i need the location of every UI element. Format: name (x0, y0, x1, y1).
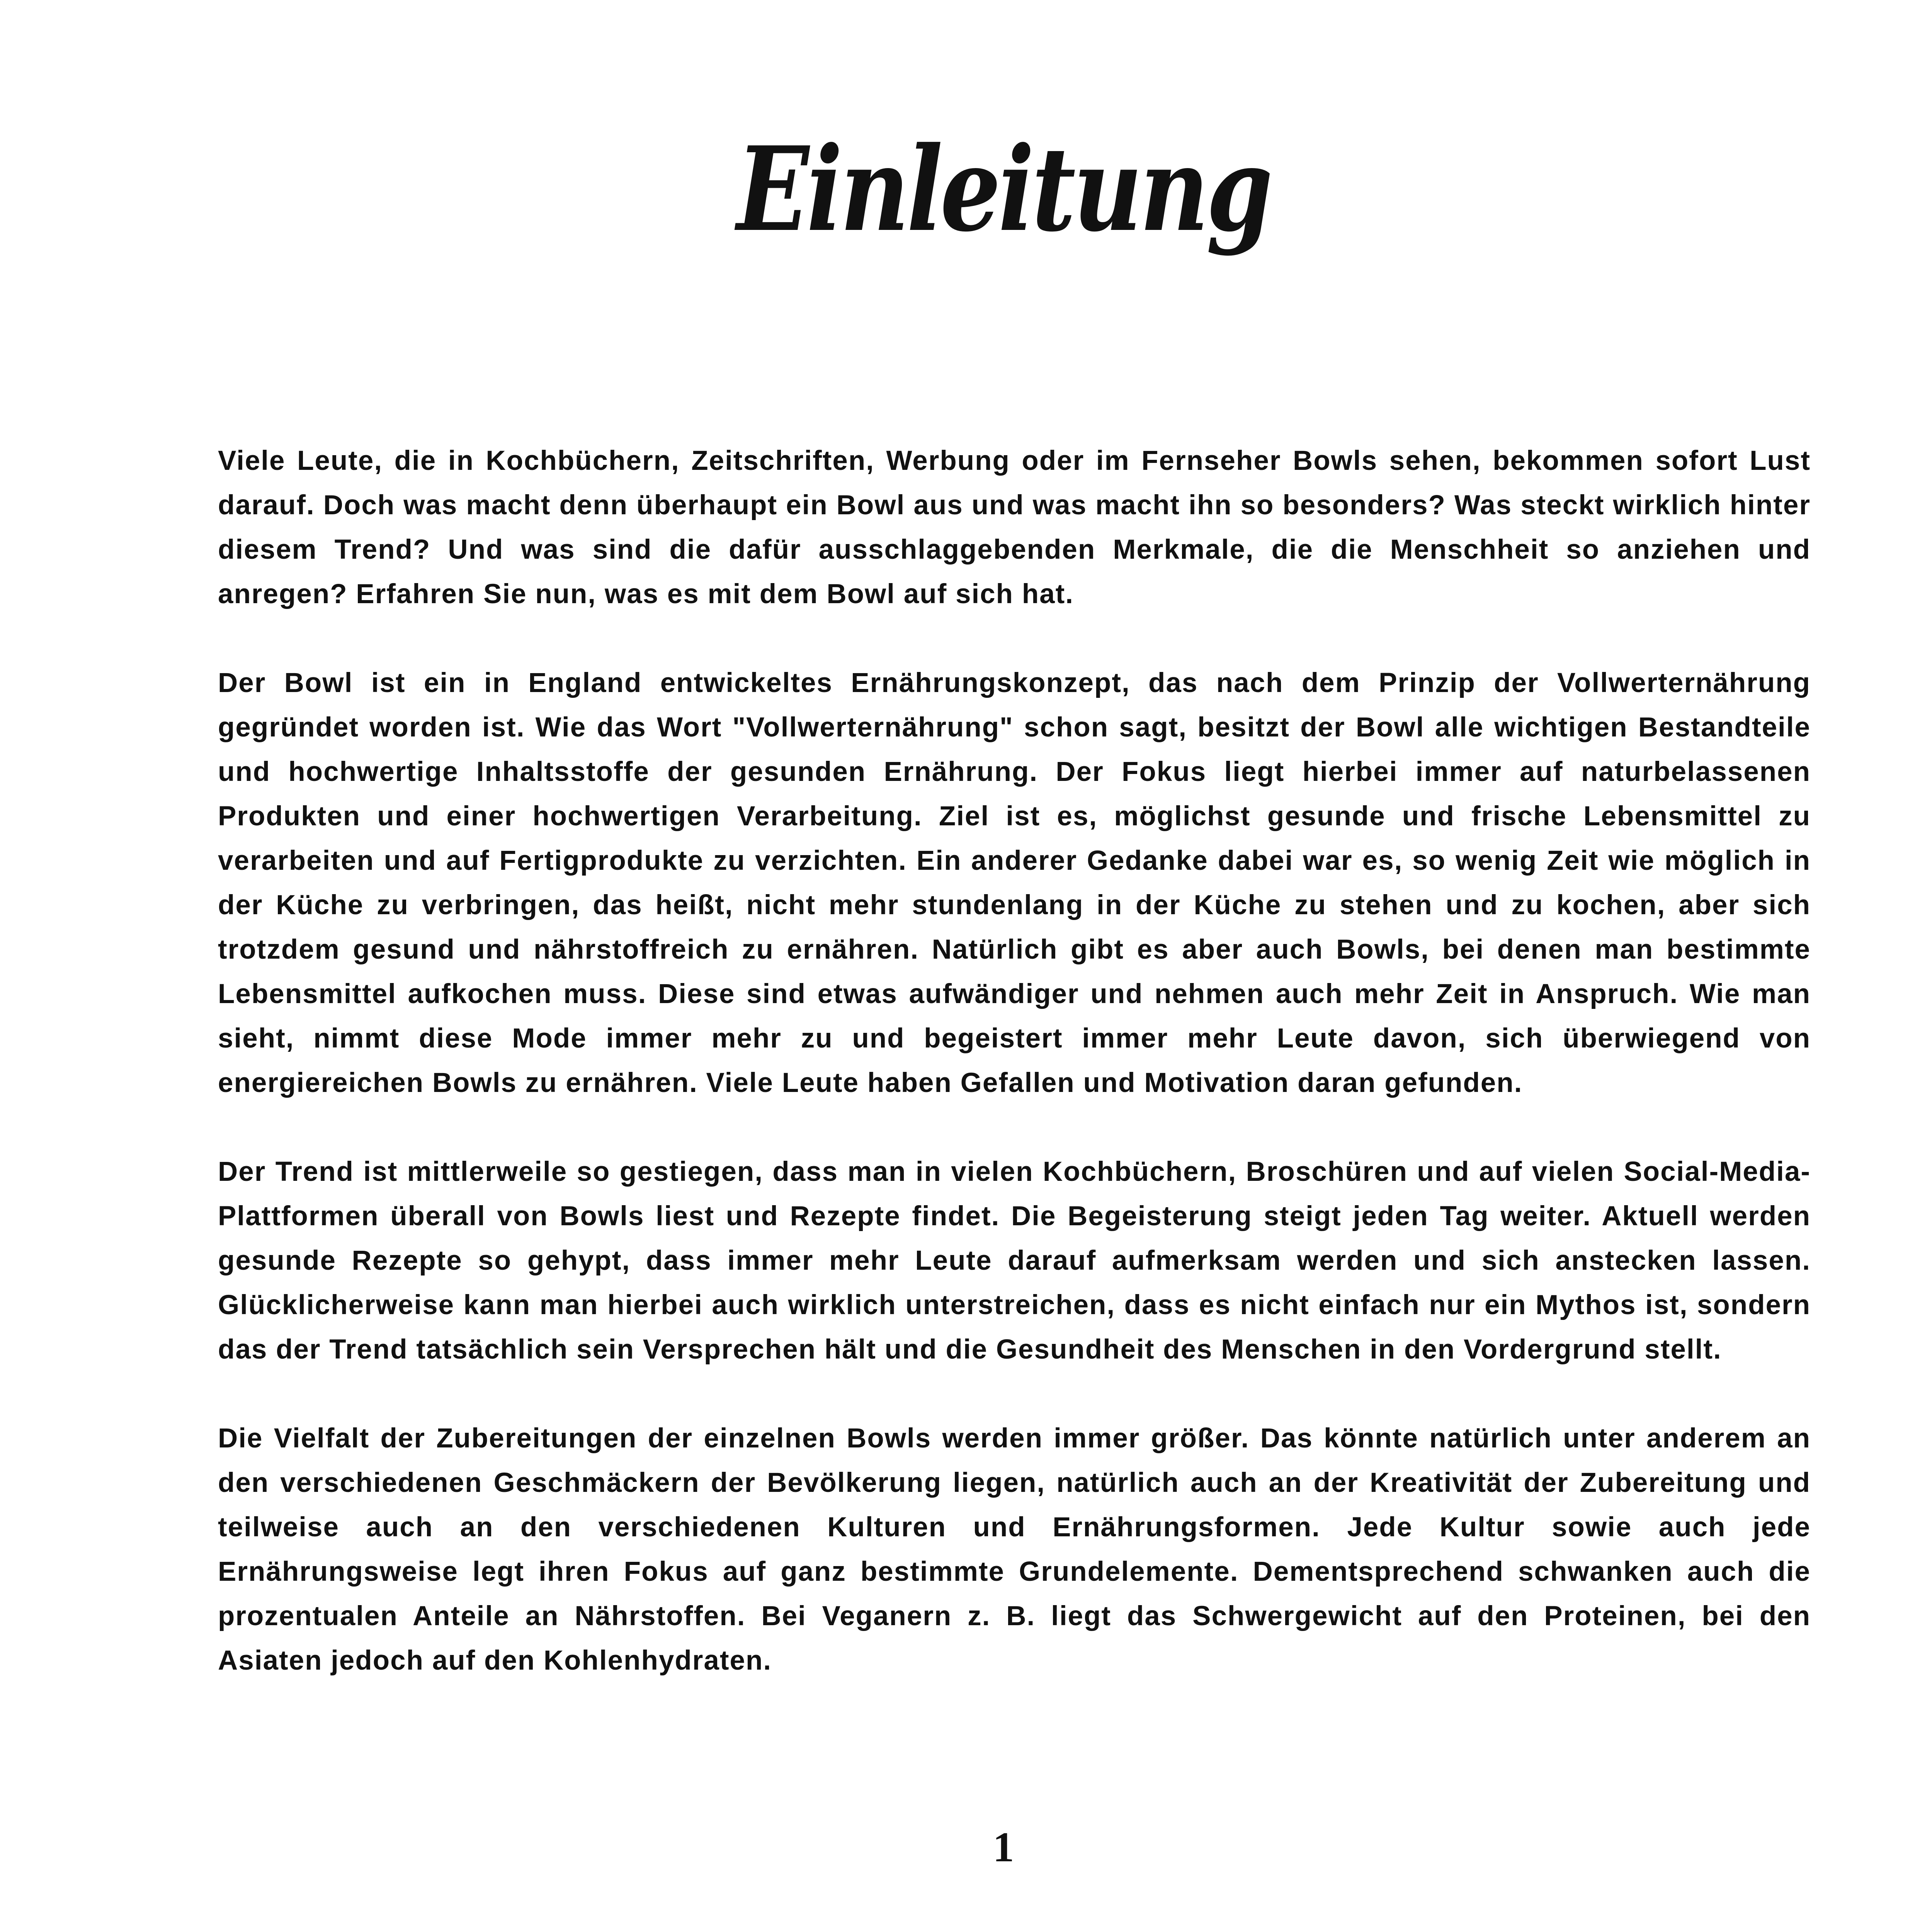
body-text (218, 439, 1811, 1727)
page-title: Einleitung (736, 121, 1270, 257)
paragraph-1: Viele Leute, die in Kochbüchern, Zeitschriften, Werbung oder im Fernseher Bowls sehen, bekommen sofort Lust darauf. Doch was macht denn überhaupt ein Bowl aus und was macht ihn so besonders? Was steckt wirklich hinter diesem Trend? Und was sind die dafür ausschlaggebenden Merkmale, die die Menschheit so anziehen und anregen? Erfahren Sie nun, was es mit dem Bowl auf sich hat. (218, 446, 1811, 609)
page-number: 1 (993, 1823, 1014, 1871)
paragraph-3: Der Trend ist mittlerweile so gestiegen, dass man in vielen Kochbüchern, Broschüren und auf vielen Social-Media-Plattformen überall von Bowls liest und Rezepte findet. Die Begeisterung steigt jeden Tag weiter. Aktuell werden gesunde Rezepte so gehypt, dass immer mehr Leute darauf aufmerksam werden und sich anstecken lassen. Glücklicherweise kann man hierbei auch wirklich unterstreichen, dass es nicht einfach nur ein Mythos ist, sondern das der Trend tatsächlich sein Versprechen hält und die Gesundheit des Menschen in den Vordergrund stellt. (218, 1156, 1811, 1365)
paragraph-4: Die Vielfalt der Zubereitungen der einzelnen Bowls werden immer größer. Das könnte natürlich unter anderem an den verschiedenen Geschmäckern der Bevölkerung liegen, natürlich auch an der Kreativität der Zubereitung und teilweise auch an den verschiedenen Kulturen und Ernährungsformen. Jede Kultur sowie auch jede Ernährungsweise legt ihren Fokus auf ganz bestimmte Grundelemente. Dementsprechend schwanken auch die prozentualen Anteile an Nährstoffen. Bei Veganern z. B. liegt das Schwergewicht auf den Proteinen, bei den Asiaten jedoch auf den Kohlenhydraten. (218, 1423, 1811, 1676)
paragraph-2: Der Bowl ist ein in England entwickeltes Ernährungskonzept, das nach dem Prinzip der Vollwerternährung gegründet worden ist. Wie das Wort "Vollwerternährung" schon sagt, besitzt der Bowl alle wichtigen Bestandteile und hochwertige Inhaltsstoffe der gesunden Ernährung. Der Fokus liegt hierbei immer auf naturbelassenen Produkten und einer hochwertigen Verarbeitung. Ziel ist es, möglichst gesunde und frische Lebensmittel zu verarbeiten und auf Fertigprodukte zu verzichten. Ein anderer Gedanke dabei war es, so wenig Zeit wie möglich in der Küche zu verbringen, das heißt, nicht mehr stundenlang in der Küche zu stehen und zu kochen, aber sich trotzdem gesund und nährstoffreich zu ernähren. Natürlich gibt es aber auch Bowls, bei denen man bestimmte Lebensmittel aufkochen muss. Diese sind etwas aufwändiger und nehmen auch mehr Zeit in Anspruch. Wie man sieht, nimmt diese Mode immer mehr zu und begeistert immer mehr Leute davon, sich überwiegend von energiereichen Bowls zu ernähren. Viele Leute haben Gefallen und Motivation daran gefunden. (218, 668, 1811, 1098)
